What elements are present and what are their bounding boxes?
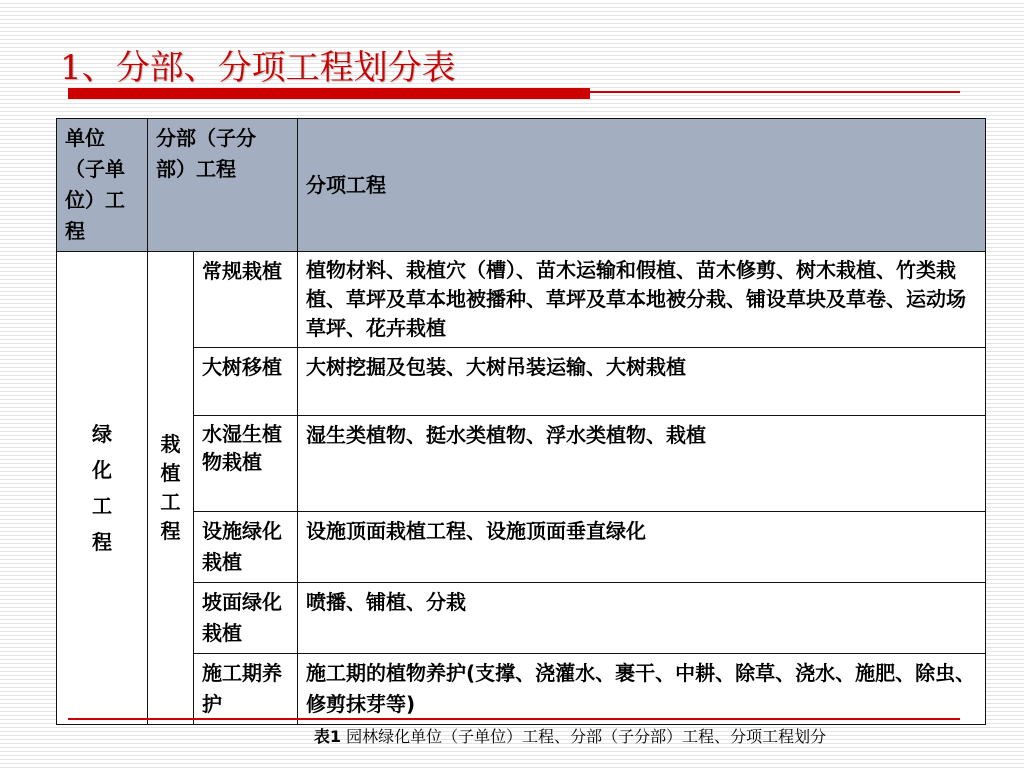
header-item-project: 分项工程: [298, 119, 986, 252]
unit-project-cell: [57, 252, 148, 725]
table-row: [57, 416, 986, 512]
table-row: [57, 348, 986, 416]
table-caption: [0, 726, 1024, 748]
sub-division-name: 大树移植: [194, 348, 298, 416]
caption-prefix: 表1: [313, 727, 342, 746]
header-unit-project: 单位（子单位）工程: [57, 119, 148, 252]
sub-division-name: 坡面绿化栽植: [194, 583, 298, 654]
caption-text: 园林绿化单位（子单位）工程、分部（子分部）工程、分项工程划分: [341, 727, 827, 746]
table-row: [57, 654, 986, 725]
division-table: [56, 118, 986, 725]
title-underline-thick: [68, 88, 590, 99]
table-row: [57, 512, 986, 583]
title-underline-thin: [590, 91, 960, 93]
sub-division-name: 设施绿化栽植: [194, 512, 298, 583]
table-row: [57, 252, 986, 348]
sub-item-list: 喷播、铺植、分栽: [298, 583, 986, 654]
sub-item-list: 设施顶面栽植工程、设施顶面垂直绿化: [298, 512, 986, 583]
sub-division-name: 常规栽植: [194, 252, 298, 348]
division-project-cell: [148, 252, 194, 725]
slide-title: 1、分部、分项工程划分表: [60, 48, 456, 88]
sub-item-list: 施工期的植物养护(支撑、浇灌水、裹干、中耕、除草、浇水、施肥、除虫、修剪抹芽等): [298, 654, 986, 725]
footer-divider: [68, 718, 960, 720]
header-division-project: 分部（子分部）工程: [148, 119, 298, 252]
sub-item-list: 大树挖掘及包装、大树吊装运输、大树栽植: [298, 348, 986, 416]
sub-item-list: 湿生类植物、挺水类植物、浮水类植物、栽植: [298, 416, 986, 512]
sub-item-list: 植物材料、栽植穴（槽）、苗木运输和假植、苗木修剪、树木栽植、竹类栽植、草坪及草本地被播种、草坪及草本地被分栽、铺设草块及草卷、运动场草坪、花卉栽植: [298, 252, 986, 348]
sub-division-name: 施工期养护: [194, 654, 298, 725]
sub-division-name: 水湿生植物栽植: [194, 416, 298, 512]
table-row: [57, 583, 986, 654]
table-header-row: [57, 119, 986, 252]
division-project-text: 栽植工程: [160, 431, 181, 543]
unit-project-text: 绿化工程: [92, 422, 112, 554]
